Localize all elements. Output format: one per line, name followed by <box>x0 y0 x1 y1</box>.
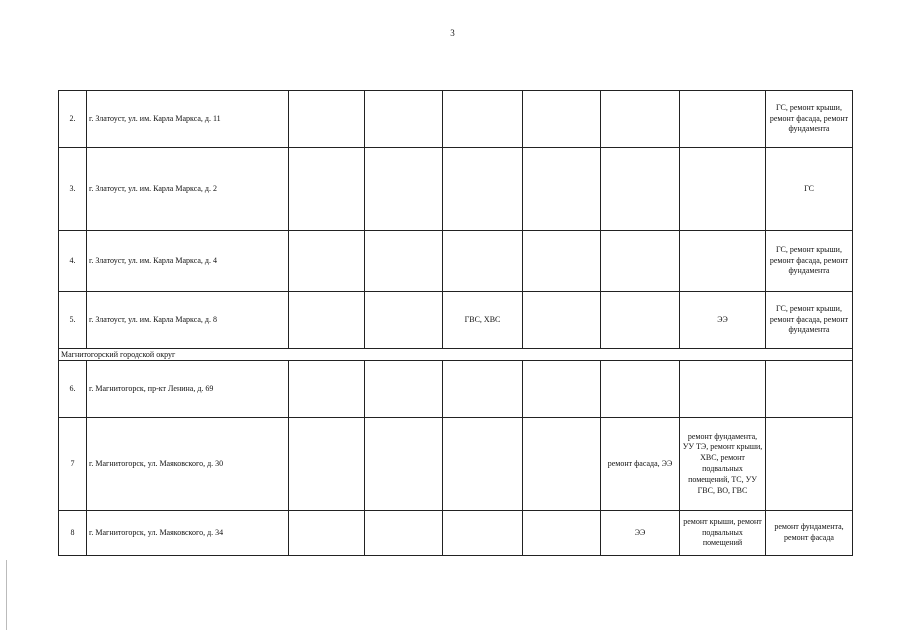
table-cell <box>365 361 443 418</box>
table-row <box>59 91 853 148</box>
table-cell <box>289 511 365 556</box>
table-cell: ЭЭ <box>601 511 680 556</box>
table-cell <box>601 148 680 231</box>
table-cell <box>289 148 365 231</box>
row-number: 2. <box>59 91 87 148</box>
table-cell <box>443 231 523 292</box>
table-row <box>59 361 853 418</box>
row-number: 6. <box>59 361 87 418</box>
table-row <box>59 148 853 231</box>
row-address: г. Магнитогорск, ул. Маяковского, д. 30 <box>87 418 289 511</box>
table-cell <box>523 511 601 556</box>
table-cell <box>365 292 443 349</box>
table-cell <box>680 231 766 292</box>
table-cell: ГВС, ХВС <box>443 292 523 349</box>
table-cell <box>289 292 365 349</box>
table-cell <box>766 361 853 418</box>
table-cell: ГС, ремонт крыши, ремонт фасада, ремонт фундамента <box>766 91 853 148</box>
table-cell <box>523 361 601 418</box>
row-address: г. Магнитогорск, ул. Маяковского, д. 34 <box>87 511 289 556</box>
row-address: г. Златоуст, ул. им. Карла Маркса, д. 4 <box>87 231 289 292</box>
table-cell: ГС, ремонт крыши, ремонт фасада, ремонт фундамента <box>766 231 853 292</box>
section-label: Магнитогорский городской округ <box>59 349 853 361</box>
table-cell <box>365 231 443 292</box>
table-cell: ремонт крыши, ремонт подвальных помещений <box>680 511 766 556</box>
scan-edge-mark <box>6 560 7 630</box>
row-number: 3. <box>59 148 87 231</box>
table-cell <box>680 361 766 418</box>
table-cell <box>443 91 523 148</box>
table-row <box>59 231 853 292</box>
row-number: 4. <box>59 231 87 292</box>
table-cell <box>766 418 853 511</box>
table-cell <box>289 91 365 148</box>
table-cell <box>365 148 443 231</box>
row-number: 7 <box>59 418 87 511</box>
row-address: г. Магнитогорск, пр-кт Ленина, д. 69 <box>87 361 289 418</box>
row-number: 5. <box>59 292 87 349</box>
table-cell <box>365 511 443 556</box>
row-address: г. Златоуст, ул. им. Карла Маркса, д. 2 <box>87 148 289 231</box>
table-cell <box>289 361 365 418</box>
table-cell <box>365 418 443 511</box>
table-cell <box>289 418 365 511</box>
table-cell: ремонт фундамента, УУ ТЭ, ремонт крыши, ХВС, ремонт подвальных помещений, ТС, УУ ГВС, ВО, ГВС <box>680 418 766 511</box>
repair-schedule-table <box>58 90 853 556</box>
table-cell <box>523 292 601 349</box>
table-cell <box>601 91 680 148</box>
table-cell <box>443 418 523 511</box>
table-cell <box>523 91 601 148</box>
table-row <box>59 418 853 511</box>
table-cell <box>443 361 523 418</box>
table-cell <box>601 231 680 292</box>
table-cell <box>289 231 365 292</box>
table-cell: ГС, ремонт крыши, ремонт фасада, ремонт фундамента <box>766 292 853 349</box>
table-cell <box>601 292 680 349</box>
row-address: г. Златоуст, ул. им. Карла Маркса, д. 8 <box>87 292 289 349</box>
table-cell: ремонт фундамента, ремонт фасада <box>766 511 853 556</box>
row-address: г. Златоуст, ул. им. Карла Маркса, д. 11 <box>87 91 289 148</box>
table-row <box>59 511 853 556</box>
table-cell: ремонт фасада, ЭЭ <box>601 418 680 511</box>
table-row <box>59 292 853 349</box>
table-cell <box>601 361 680 418</box>
table-cell: ЭЭ <box>680 292 766 349</box>
table-cell <box>523 231 601 292</box>
table-cell <box>523 148 601 231</box>
table-cell <box>680 91 766 148</box>
row-number: 8 <box>59 511 87 556</box>
table-cell <box>443 148 523 231</box>
page-number: 3 <box>450 28 455 38</box>
section-row <box>59 349 853 361</box>
table-cell <box>680 148 766 231</box>
table-cell: ГС <box>766 148 853 231</box>
table-cell <box>443 511 523 556</box>
table-cell <box>365 91 443 148</box>
table-cell <box>523 418 601 511</box>
